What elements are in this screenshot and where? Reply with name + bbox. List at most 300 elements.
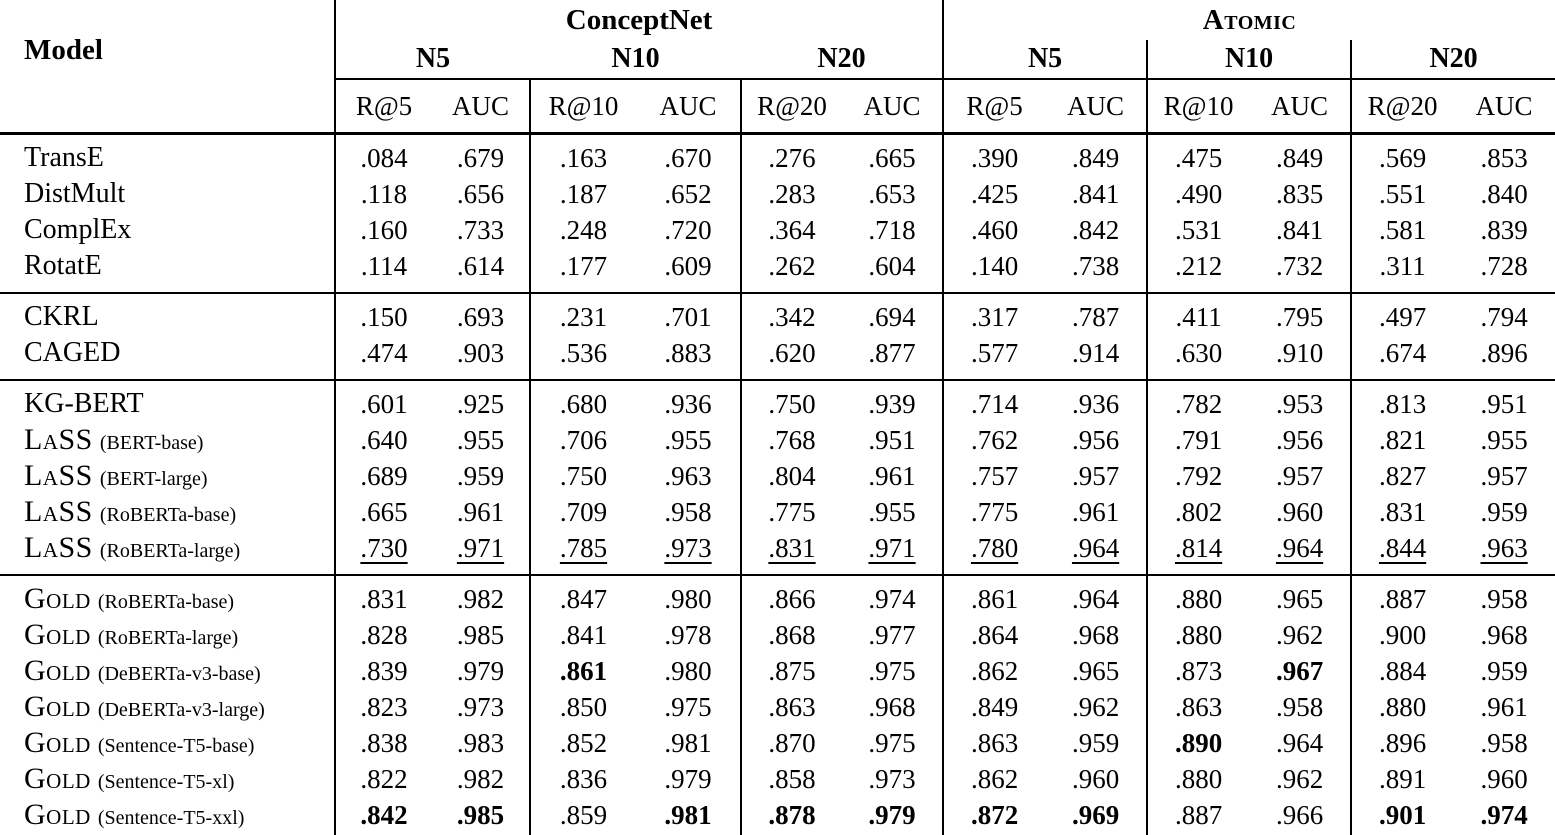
metric-value-text: .951 [1480, 388, 1528, 419]
metric-value [1249, 422, 1351, 458]
metric-value [1147, 293, 1249, 335]
metric-value [1045, 248, 1147, 293]
metric-value [1453, 422, 1555, 458]
metric-value-text: .757 [970, 460, 1019, 491]
metric-value [1351, 380, 1453, 422]
metric-value-text: .968 [1480, 619, 1528, 650]
metric-header: AUC [1045, 79, 1147, 134]
model-name-text: Gold [24, 726, 91, 759]
metric-value-text: .849 [1275, 142, 1324, 173]
metric-value-text: .966 [1275, 799, 1324, 830]
metric-value [432, 422, 530, 458]
metric-value [1147, 689, 1249, 725]
metric-value-text: .963 [664, 460, 712, 491]
n-header-atomic-n10: N10 [1147, 40, 1351, 79]
metric-value [741, 293, 842, 335]
metric-value-text: .861 [559, 655, 608, 686]
metric-value-text: .962 [1275, 763, 1324, 794]
model-name-cell [0, 380, 335, 422]
metric-value [530, 653, 636, 689]
metric-value-text: .890 [1174, 727, 1223, 758]
metric-value [1453, 134, 1555, 177]
metric-value [741, 380, 842, 422]
metric-value-text: .792 [1174, 460, 1223, 491]
metric-value-text: .985 [456, 799, 505, 830]
table-row [0, 176, 1555, 212]
metric-value [1249, 380, 1351, 422]
metric-value [1147, 212, 1249, 248]
metric-value [432, 653, 530, 689]
metric-value [1045, 134, 1147, 177]
metric-value-text: .971 [456, 532, 505, 563]
table-row [0, 248, 1555, 293]
n-header-atomic-n20: N20 [1351, 40, 1555, 79]
metric-value-text: .849 [1071, 142, 1120, 173]
model-name-text: LaSS [24, 495, 93, 528]
metric-value-text: .118 [360, 178, 408, 209]
metric-value [636, 797, 741, 835]
metric-value [335, 176, 432, 212]
metric-value-text: .960 [1480, 763, 1528, 794]
metric-value [842, 725, 943, 761]
metric-value [1453, 458, 1555, 494]
metric-value-text: .957 [1275, 460, 1324, 491]
metric-value-text: .841 [559, 619, 608, 650]
metric-value-text: .614 [456, 250, 505, 281]
metric-value [741, 530, 842, 575]
metric-value-text: .977 [868, 619, 916, 650]
metric-value-text: .656 [456, 178, 505, 209]
metric-value [530, 380, 636, 422]
metric-value-text: .847 [559, 583, 608, 614]
metric-value [943, 725, 1045, 761]
metric-value [1249, 575, 1351, 617]
metric-value-text: .974 [868, 583, 916, 614]
metric-value [1351, 617, 1453, 653]
metric-value [335, 725, 432, 761]
metric-value-text: .150 [360, 301, 408, 332]
model-name-text: DistMult [24, 178, 126, 209]
metric-value [335, 380, 432, 422]
metric-value [636, 212, 741, 248]
metric-value-text: .569 [1378, 142, 1427, 173]
model-variant-text: (DeBERTa-v3-large) [97, 699, 265, 721]
metric-value-text: .714 [970, 388, 1019, 419]
metric-value [1351, 653, 1453, 689]
metric-value [1453, 335, 1555, 380]
metric-value-text: .311 [1379, 250, 1426, 281]
metric-value-text: .964 [1071, 532, 1120, 563]
metric-value [1249, 530, 1351, 575]
metric-value-text: .460 [970, 214, 1019, 245]
metric-value [1249, 176, 1351, 212]
model-name-text: LaSS [24, 423, 93, 456]
metric-value [335, 530, 432, 575]
metric-value [1147, 494, 1249, 530]
metric-value-text: .640 [360, 424, 408, 455]
model-name-text: LaSS [24, 459, 93, 492]
metric-header: R@20 [741, 79, 842, 134]
metric-value [943, 422, 1045, 458]
metric-value-text: .262 [768, 250, 816, 281]
metric-value-text: .841 [1275, 214, 1324, 245]
metric-value-text: .956 [1275, 424, 1324, 455]
metric-value [842, 494, 943, 530]
metric-value [741, 212, 842, 248]
metric-value [335, 761, 432, 797]
model-name-text: KG-BERT [24, 388, 144, 419]
metric-value-text: .960 [1071, 763, 1120, 794]
metric-value [530, 458, 636, 494]
metric-value [741, 761, 842, 797]
metric-value-text: .861 [970, 583, 1019, 614]
metric-value-text: .901 [1378, 799, 1427, 830]
metric-value-text: .960 [1275, 496, 1324, 527]
metric-value [1147, 617, 1249, 653]
metric-value-text: .962 [1071, 691, 1120, 722]
metric-value-text: .973 [456, 691, 505, 722]
metric-value-text: .863 [768, 691, 816, 722]
metric-value-text: .983 [456, 727, 505, 758]
metric-value-text: .814 [1174, 532, 1223, 563]
metric-value-text: .969 [1071, 799, 1120, 830]
metric-value-text: .863 [1174, 691, 1223, 722]
metric-value [842, 293, 943, 335]
metric-value-text: .706 [559, 424, 608, 455]
metric-value [530, 725, 636, 761]
metric-value-text: .961 [868, 460, 916, 491]
metric-value-text: .971 [868, 532, 916, 563]
metric-value [636, 134, 741, 177]
metric-value-text: .870 [768, 727, 816, 758]
metric-value [943, 380, 1045, 422]
model-name-cell [0, 494, 335, 530]
metric-value [842, 617, 943, 653]
metric-value-text: .839 [1480, 214, 1528, 245]
metric-header: R@5 [335, 79, 432, 134]
metric-value [741, 689, 842, 725]
metric-value-text: .821 [1378, 424, 1427, 455]
metric-value [1453, 725, 1555, 761]
model-variant-text: (RoBERTa-base) [99, 504, 237, 526]
metric-value-text: .887 [1378, 583, 1427, 614]
metric-value [1147, 797, 1249, 835]
metric-value [741, 458, 842, 494]
metric-value [1249, 725, 1351, 761]
metric-value-text: .979 [664, 763, 712, 794]
metric-value-text: .955 [456, 424, 505, 455]
metric-value-text: .974 [1480, 799, 1528, 830]
model-name-cell [0, 248, 335, 293]
metric-value [335, 797, 432, 835]
metric-value-text: .982 [456, 583, 505, 614]
metric-value-text: .896 [1378, 727, 1427, 758]
n-header-atomic-n5: N5 [943, 40, 1147, 79]
metric-value-text: .863 [970, 727, 1019, 758]
metric-value [1351, 212, 1453, 248]
model-variant-text: (RoBERTa-base) [97, 591, 235, 613]
metric-value-text: .868 [768, 619, 816, 650]
metric-value [432, 575, 530, 617]
metric-value [1249, 653, 1351, 689]
metric-value [1249, 689, 1351, 725]
metric-value [335, 653, 432, 689]
metric-value-text: .964 [1071, 583, 1120, 614]
metric-value [842, 422, 943, 458]
metric-value [432, 797, 530, 835]
metric-value [530, 212, 636, 248]
metric-value [1249, 797, 1351, 835]
table-row [0, 653, 1555, 689]
metric-value-text: .842 [360, 799, 408, 830]
metric-value-text: .730 [360, 532, 408, 563]
metric-value [1045, 617, 1147, 653]
metric-value-text: .965 [1071, 655, 1120, 686]
metric-value [1147, 380, 1249, 422]
metric-value [636, 494, 741, 530]
metric-value-text: .883 [664, 337, 712, 368]
model-name-cell [0, 212, 335, 248]
metric-value [432, 494, 530, 530]
metric-value [1045, 335, 1147, 380]
metric-value-text: .841 [1071, 178, 1120, 209]
metric-value [1351, 689, 1453, 725]
metric-value [943, 176, 1045, 212]
metric-value [943, 530, 1045, 575]
metric-value [943, 689, 1045, 725]
metric-value [842, 575, 943, 617]
model-name-text: CKRL [24, 301, 99, 332]
metric-value [741, 335, 842, 380]
metric-header: R@10 [530, 79, 636, 134]
metric-value-text: .750 [768, 388, 816, 419]
metric-value [1249, 248, 1351, 293]
metric-value [1453, 494, 1555, 530]
metric-value-text: .411 [1175, 301, 1222, 332]
model-variant-text: (Sentence-T5-xxl) [97, 807, 245, 829]
metric-value-text: .878 [768, 799, 816, 830]
metric-value-text: .317 [970, 301, 1019, 332]
model-name-cell [0, 617, 335, 653]
metric-value-text: .276 [768, 142, 816, 173]
metric-value [943, 212, 1045, 248]
metric-value-text: .958 [1480, 583, 1528, 614]
metric-value-text: .827 [1378, 460, 1427, 491]
metric-value-text: .877 [868, 337, 916, 368]
metric-value [842, 335, 943, 380]
metric-value [1045, 575, 1147, 617]
metric-value-text: .787 [1071, 301, 1120, 332]
model-name-cell [0, 761, 335, 797]
metric-value-text: .733 [456, 214, 505, 245]
metric-value [842, 248, 943, 293]
metric-value [432, 176, 530, 212]
metric-value [1045, 458, 1147, 494]
metric-value [943, 653, 1045, 689]
metric-value [1249, 458, 1351, 494]
metric-value-text: .859 [559, 799, 608, 830]
metric-value-text: .968 [1071, 619, 1120, 650]
metric-value-text: .985 [456, 619, 505, 650]
metric-value [636, 176, 741, 212]
metric-value [943, 134, 1045, 177]
metric-value-text: .762 [970, 424, 1019, 455]
metric-value-text: .840 [1480, 178, 1528, 209]
metric-value [943, 293, 1045, 335]
metric-value-text: .900 [1378, 619, 1427, 650]
metric-value-text: .160 [360, 214, 408, 245]
metric-value-text: .964 [1275, 727, 1324, 758]
metric-value-text: .844 [1378, 532, 1427, 563]
metric-value-text: .813 [1378, 388, 1427, 419]
metric-value-text: .795 [1275, 301, 1324, 332]
table-row [0, 494, 1555, 530]
metric-value-text: .957 [1480, 460, 1528, 491]
metric-value-text: .694 [868, 301, 916, 332]
metric-value-text: .858 [768, 763, 816, 794]
metric-value-text: .738 [1071, 250, 1120, 281]
metric-value-text: .959 [1071, 727, 1120, 758]
metric-value-text: .718 [868, 214, 916, 245]
metric-value-text: .955 [1480, 424, 1528, 455]
metric-value-text: .953 [1275, 388, 1324, 419]
metric-value-text: .231 [559, 301, 608, 332]
metric-value [335, 134, 432, 177]
metric-value-text: .973 [664, 532, 712, 563]
metric-value-text: .679 [456, 142, 505, 173]
metric-value [1147, 422, 1249, 458]
metric-value-text: .838 [360, 727, 408, 758]
metric-value [530, 761, 636, 797]
metric-value-text: .880 [1174, 763, 1223, 794]
table-header [0, 0, 1555, 134]
table-row [0, 725, 1555, 761]
metric-value [1453, 293, 1555, 335]
model-name-text: TransE [24, 142, 104, 173]
metric-value-text: .720 [664, 214, 712, 245]
metric-header: AUC [842, 79, 943, 134]
model-name-cell [0, 797, 335, 835]
metric-value [530, 617, 636, 653]
metric-value-text: .903 [456, 337, 505, 368]
metric-value-text: .978 [664, 619, 712, 650]
metric-value [842, 689, 943, 725]
metric-value [1351, 530, 1453, 575]
metric-value-text: .849 [970, 691, 1019, 722]
metric-value [1453, 212, 1555, 248]
metric-value [432, 212, 530, 248]
metric-value [335, 617, 432, 653]
metric-value [943, 494, 1045, 530]
metric-value [1249, 293, 1351, 335]
metric-value [1351, 176, 1453, 212]
table-row [0, 293, 1555, 335]
header-row-datasets [0, 0, 1555, 40]
metric-value [432, 761, 530, 797]
metric-value [1045, 494, 1147, 530]
metric-value-text: .750 [559, 460, 608, 491]
metric-value [1453, 176, 1555, 212]
model-variant-text: (RoBERTa-large) [97, 627, 239, 649]
table-row [0, 458, 1555, 494]
metric-value-text: .956 [1071, 424, 1120, 455]
metric-value-text: .823 [360, 691, 408, 722]
metric-value [636, 293, 741, 335]
metric-value-text: .936 [1071, 388, 1120, 419]
metric-value [335, 494, 432, 530]
model-variant-text: (Sentence-T5-base) [97, 735, 255, 757]
metric-value-text: .961 [1480, 691, 1528, 722]
metric-value [943, 797, 1045, 835]
metric-value-text: .896 [1480, 337, 1528, 368]
model-name-cell [0, 530, 335, 575]
metric-header: R@5 [943, 79, 1045, 134]
metric-value [636, 458, 741, 494]
table-row [0, 575, 1555, 617]
metric-value-text: .665 [868, 142, 916, 173]
metric-value [741, 248, 842, 293]
metric-value-text: .963 [1480, 532, 1528, 563]
model-name-cell [0, 575, 335, 617]
n-header-conceptnet-n20: N20 [741, 40, 943, 79]
table-body [0, 134, 1555, 835]
metric-value [1147, 176, 1249, 212]
metric-value [1453, 653, 1555, 689]
metric-value [1045, 761, 1147, 797]
metric-value-text: .728 [1480, 250, 1528, 281]
metric-value [741, 575, 842, 617]
metric-value-text: .342 [768, 301, 816, 332]
metric-header: AUC [1453, 79, 1555, 134]
metric-value [1351, 725, 1453, 761]
metric-value [530, 494, 636, 530]
metric-value-text: .163 [559, 142, 608, 173]
metric-value-text: .850 [559, 691, 608, 722]
metric-value [530, 134, 636, 177]
metric-value [1147, 761, 1249, 797]
table-row [0, 422, 1555, 458]
metric-value [1147, 725, 1249, 761]
model-name-cell [0, 725, 335, 761]
metric-value-text: .880 [1174, 619, 1223, 650]
metric-value-text: .975 [868, 655, 916, 686]
metric-value [741, 725, 842, 761]
metric-value [1045, 653, 1147, 689]
metric-value-text: .782 [1174, 388, 1223, 419]
metric-value-text: .873 [1174, 655, 1223, 686]
metric-value [1147, 248, 1249, 293]
metric-value-text: .831 [1378, 496, 1427, 527]
metric-value [842, 176, 943, 212]
model-name-text: RotatE [24, 250, 102, 281]
metric-value [432, 458, 530, 494]
metric-value [842, 380, 943, 422]
model-name-cell [0, 134, 335, 177]
n-header-conceptnet-n10: N10 [530, 40, 741, 79]
metric-value-text: .862 [970, 763, 1019, 794]
metric-value-text: .425 [970, 178, 1019, 209]
metric-value [335, 689, 432, 725]
model-name-cell [0, 458, 335, 494]
metric-value [943, 458, 1045, 494]
metric-value [1147, 134, 1249, 177]
metric-value-text: .967 [1275, 655, 1324, 686]
metric-value [1045, 380, 1147, 422]
metric-value-text: .914 [1071, 337, 1120, 368]
metric-value-text: .939 [868, 388, 916, 419]
metric-header: R@20 [1351, 79, 1453, 134]
metric-value-text: .979 [868, 799, 916, 830]
